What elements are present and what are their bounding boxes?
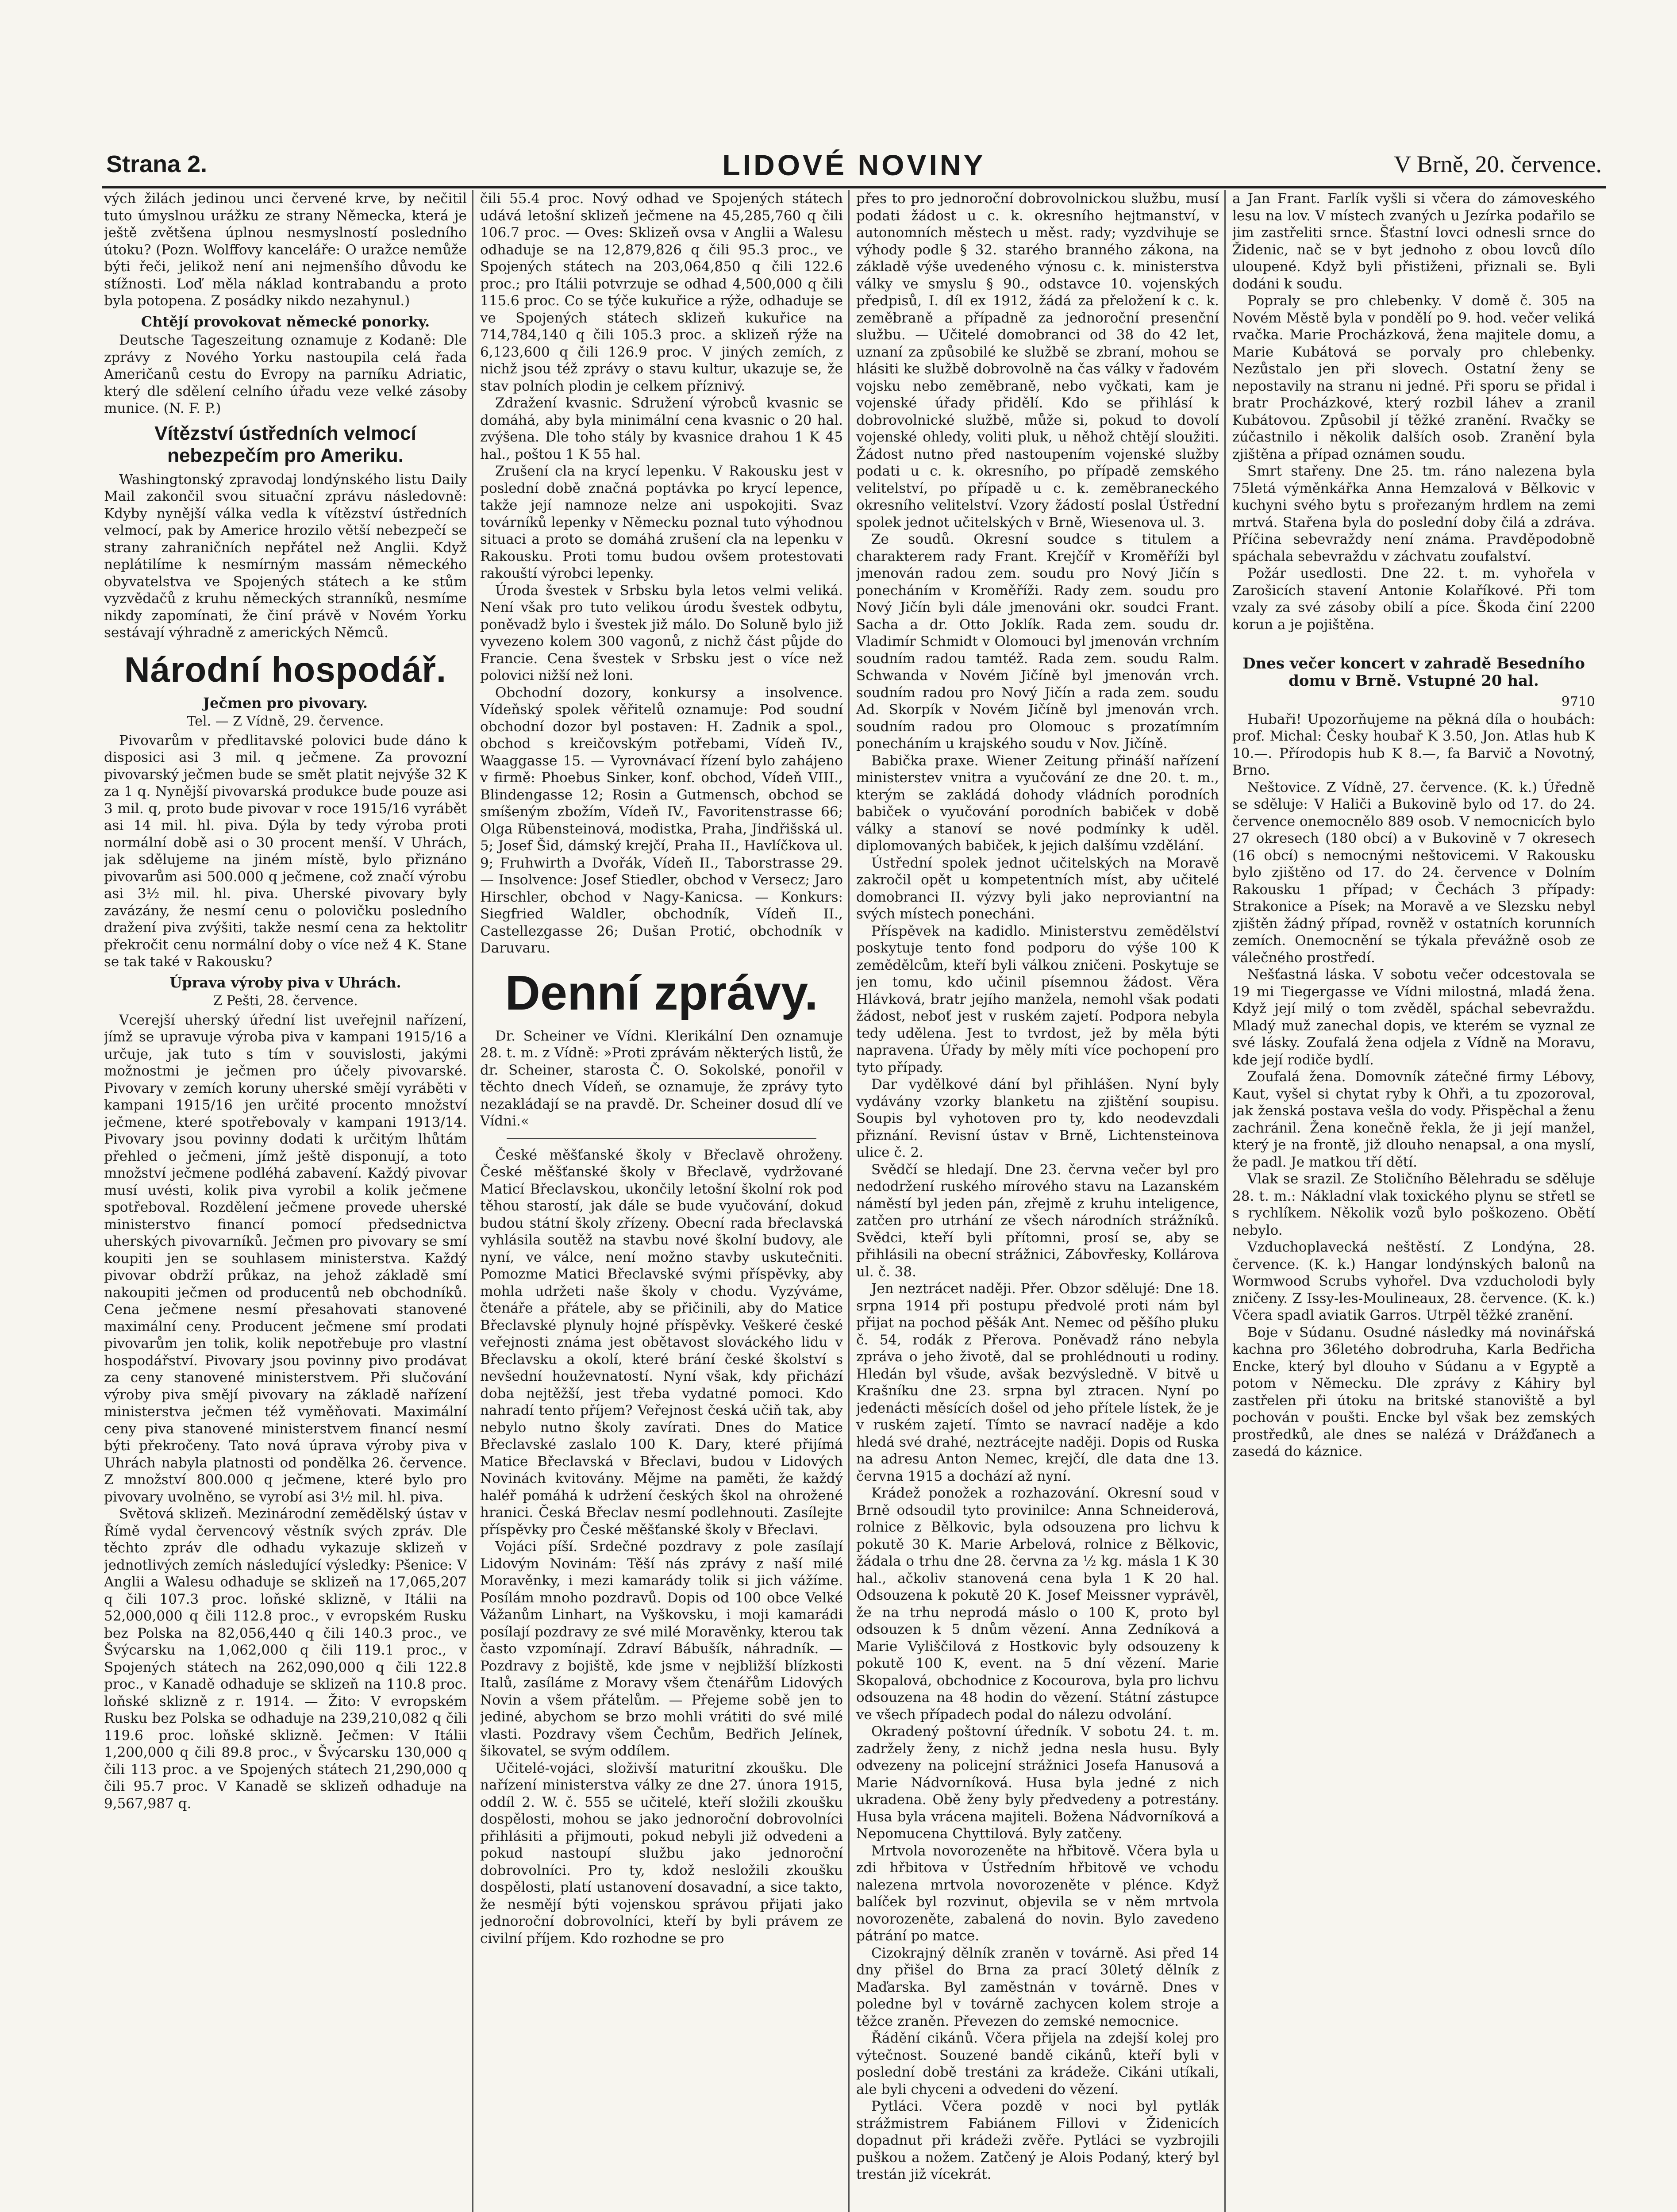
article-text: Ústřední spolek jednot učitelských na Moravě zakročil opět u kompetentních míst, aby učitelé domobranci II. výzvy byli jako neproviantní na svých místech ponecháni. xyxy=(856,855,1219,922)
article-text: Úroda švestek v Srbsku byla letos velmi veliká. Není však pro tuto velikou úrodu švestek odbytu, poněvadž bylo i švestek již málo. Do Soluně bylo již vyvezeno kolem 300 vagonů, z nichž část půjde do Francie. Cena švestek v Srbsku jest o více než polovici nižší než loni. xyxy=(480,582,843,684)
article-heading: Ječmen pro pivovary. xyxy=(203,694,368,711)
article-text: čili 55.4 proc. Nový odhad ve Spojených státech udává letošní sklizeň ječmene na 45,285,760 q čili 106.7 proc. — Oves: Sklizeň ovsa v Anglii a Walesu odhaduje se na 12,879,826 q čili 95.3 proc., ve Spojených státech na 203,064,850 q čili 122.6 proc.; pro Itálii potvrzuje se odhad 4,500,000 q čili 115.6 proc. Co se týče kukuřice a rýže, odhaduje se ve Spojených státech sklizeň kukuřice na 714,784,140 q čili 105.3 proc. a sklizeň rýže na 6,123,600 q čili 126.9 proc. V jiných zemích, z nichž jsou též zprávy o stavu kultur, ukazuje se, že stav polních plodin je celkem příznivý. xyxy=(480,191,843,394)
article-text: Boje v Súdanu. Osudné následky má novinářská kachna pro 36letého dobrodruha, Karla Bedřicha Encke, který byl dlouho v Súdanu a v Egyptě a potom v Německu. Dle zprávy z Káhiry byl zastřelen při útoku na britské stanoviště a byl pochován v poušti. Encke byl však bez zemských prostředků, ale dnes se nalézá v Drážďanech a zasedá do káznice. xyxy=(1232,1324,1595,1459)
article-text: Příspěvek na kadidlo. Ministerstvu zemědělství poskytuje tento fond podporu do výše 100 K zemědělcům, kteří byli válkou zničeni. Poskytuje se jen tomu, kdo učinil písemnou žádost. Věra Hlávková, bratr jejího manžela, nemohl však podati žádost, neboť jest v ruském zajetí. Podpora nebyla tedy udělena. Jest to tvrdost, jež by měla býti napravena. Úřady by měly míti více pochopení pro tyto případy. xyxy=(856,923,1219,1075)
article-text: Řádění cikánů. Včera přijela na zdejší kolej pro výtečnost. Souzené bandě cikánů, kteří byli v poslední době trestáni za krádeže. Cikáni utíkali, ale byli chyceni a odvedeni do vězení. xyxy=(856,2030,1219,2097)
column-2 xyxy=(480,190,843,2212)
article-text: přes to pro jednoroční dobrovolnickou službu, musí podati žádost u c. k. okresního hejtmanství, v autonomních městech u měst. rady; vyzdvihuje se výhody podle § 32. starého branného zákona, na základě výše uvedeného výnosu c. k. ministerstva války ve smyslu § 90., odstavce 10. vojenských předpisů, I. díl ex 1912, žádá za přeložení k c. k. zeměbraně a případně za jednoroční presenční službu. — Učitelé domobranci od 38 do 42 let, uznaní za způsobilé ke službě se zbraní, mohou se hlásiti ke službě dobrovolně na čas války v řadovém vojsku nebo zeměbraně, nebo vyčkati, kam je vojenské úřady přidělí. Kdo se přihlásí k dobrovolnické službě, může si, pokud to dovolí vojenské ohledy, voliti pluk, u něhož chtějí sloužiti. Žádost nutno před nastoupením vojenské služby podati u c. k. okresního, po případě zemského velitelství, po případě u c. k. zeměbraneckého okresního velitelství. Vzory žádostí poslal Ústřední spolek jednot učitelských v Brně, Wiesenova ul. 3. xyxy=(856,191,1219,530)
notice-heading: Dnes večer koncert v zahradě Besedního domu v Brně. Vstupné 20 hal. xyxy=(1242,655,1585,690)
article-text: Hubaři! Upozorňujeme na pěkná díla o houbách: prof. Michal: Česky houbař K 3.50, Jon. Atlas hub K 10.—. Přírodopis hub K 8.—, fa Barvič a Novotný, Brno. xyxy=(1232,711,1595,778)
article-text: České měšťanské školy v Břeclavě ohroženy. České měšťanské školy v Břeclavě, vydržované Maticí Břeclavskou, ukončily letošní školní rok pod těhou starostí, jak dále se bude vyučování, dokud budou státní školy zřízeny. Obecní rada břeclavská vyhlásila soutěž na stavbu nové školní budovy, ale nyní, ve válce, není možno stavby uskutečniti. Pomozme Matici Břeclavské svými příspěvky, aby mohla udržeti naše školy v chodu. Vyzýváme, čtenáře a přátele, aby se přičinili, aby do Matice Břeclavské plynuly hojné příspěvky. Veškeré české veřejnosti známa jest obětavost slováckého lidu v Břeclavsku a okolí, které brání české školství s nevšední houževnatostí. Nyní však, kdy přichází doba nejtěžší, jest třeba vydatné pomoci. Kdo nahradí tento příjem? Veřejnost česká učiň tak, aby nebylo nutno školy zavírati. Dnes do Matice Břeclavské zaslalo 100 K. Dary, které přijímá Matice Břeclavská v Břeclavi, budou v Lidových Novinách kvitovány. Mějme na paměti, že každý haléř pomáhá k udržení českých škol na ohrožené hranici. Česká Břeclav nesmí podlehnouti. Zasílejte příspěvky pro České měšťanské školy v Břeclavi. xyxy=(480,1147,843,1538)
article-text: Zrušení cla na krycí lepenku. V Rakousku jest v poslední době značná poptávka po krycí lepence, takže její namnoze nelze ani uspokojiti. Svaz továrníků lepenky v Německu poznal tuto výhodnou situaci a proto se domáhá zrušení cla na lepenku v Rakousku. Proti tomu budou ovšem protestovati rakouští výrobci lepenky. xyxy=(480,463,843,581)
article-text: Vlak se srazil. Ze Stoličního Bělehradu se sděluje 28. t. m.: Nákladní vlak toxického plynu se střetl se s rychlíkem. Několik vozů bylo poškozeno. Obětí nebylo. xyxy=(1232,1171,1595,1238)
article-text: Smrt stařeny. Dne 25. tm. ráno nalezena byla 75letá výměnkářka Anna Hemzalová v Bělkovic v kuchyni svého bytu s prořezaným hrdlem na zemi mrtvá. Stařena byla do poslední doby čilá a zdráva. Příčina sebevraždy není známa. Pravděpodobně spáchala sebevraždu v záchvatu zoufalství. xyxy=(1232,463,1595,565)
article-text: Ze soudů. Okresní soudce s titulem a charakterem rady Frant. Krejčíř v Kroměříži byl jmenován radou zem. soudu pro Nový Jičín s ponecháním v Kroměříži. Rady zem. soudu pro Nový Jičín byli dále jmenováni okr. soudci Frant. Sacha a dr. Otto Joklík. Rada zem. soudu dr. Vladimír Schmidt v Olomouci byl jmenován vrchním soudním radou tamtéž. Rada zem. soudu Ralm. Schwanda v Novém Jičíně byl jmenován vrch. soudním radou pro Nový Jičín a rada zem. soudu Ad. Skorpík v Novém Jičíně byl jmenován vrch. soudním radou pro Olomouc s prozatímním ponecháním u krajského soudu v Nov. Jičíně. xyxy=(856,531,1219,752)
article-text: Vojáci píší. Srdečné pozdravy z pole zasílají Lidovým Novinám: Těší nás zprávy z naší milé Moravěnky, i mezi kamarády tolik si jich vážíme. Posílám mnoho pozdravů. Dopis od 100 obce Velké Vážanům Linhart, na Vyškovsku, i moji kamarádi posílají pozdravy ze své milé Moravěnky, kterou tak často vzpomínají. Zdraví Bábušík, náhradník. — Pozdravy z bojiště, kde jsme v nejbližší blízkosti Italů, zasíláme z Moravy všem čtenářům Lidových Novin a všem přátelům. — Přejeme sobě jen to jediné, abychom se brzo mohli vrátiti do své milé vlasti. Pozdravy všem Čechům, Bedřich Jelínek, šikovatel, se svým oddílem. xyxy=(480,1539,843,1759)
column-rule xyxy=(472,190,473,2212)
article-text: Pytláci. Včera pozdě v noci byl pytlák strážmistrem Fabiánem Fillovi v Židenicích dopadnut při krádeži zvěře. Pytláci se vyzbrojili puškou a nožem. Zatčený je Alois Podaný, který byl trestán již vícekrát. xyxy=(856,2098,1219,2182)
article-text: Cizokrajný dělník zraněn v továrně. Asi před 14 dny přišel do Brna za prací 30letý dělník z Maďarska. Byl zaměstnán v továrně. Dnes v poledne byl v továrně zachycen kolem stroje a těžce zraněn. Převezen do zemské nemocnice. xyxy=(856,1945,1219,2029)
column-rule xyxy=(1224,190,1226,2212)
article-text: Zoufalá žena. Domovník zátečné firmy Lébovy, Kaut, vyšel si chytat ryby k Ohři, a tu zpozoroval, jak ženská postava vešla do vody. Přispěchal a ženu zachránil. Žena konečně řekla, že ji její manžel, který je na frontě, již dlouho nenapsal, a ona myslí, že padl. Je matkou tří dětí. xyxy=(1232,1069,1595,1170)
article-text: Zdražení kvasnic. Sdružení výrobců kvasnic se domáhá, aby byla minimální cena kvasnic o 20 hal. zvýšena. Dle toho stály by kvasnice drahou 1 K 45 hal., poštou 1 K 55 hal. xyxy=(480,395,843,462)
dateline-small: Z Pešti, 28. července. xyxy=(213,993,358,1009)
masthead: LIDOVÉ NOVINY xyxy=(722,149,986,181)
article-text: vých žilách jedinou unci červené krve, by nečitil tuto úmyslnou urážku ze strany Německa, která je ještě zvětšena úplnou nesmyslností posledního útoku? (Pozn. Wolffovy kanceláře: O uražce nemůže býti řeči, jelikož není ani nejmenšího důvodu ke stížnosti. Loď měla náklad kontrabandu a proto byla potopena. Z posádky nikdo nezahynul.) xyxy=(104,191,467,309)
article-text: Požár usedlosti. Dne 22. t. m. vyhořela v Zarošicích stavení Antonie Kolaříkové. Při tom vzaly za své zásoby obilí a píce. Škoda činí 2200 korun a je pojištěna. xyxy=(1232,565,1595,633)
article-text: Washingtonský zpravodaj londýnského listu Daily Mail zakončil svou situační zprávu následovně: Kdyby nynější válka vedla k vítězství ústředních velmocí, pak by Americe hrozilo větší nebezpečí se strany zahraničních nepřátel než Anglii. Když neplátilíme k nesmírným massám německého obyvatelstva ve Spojených státech a ke stům vyzvědačů z kruhu německých stranníků, nesmíme nikdy zapomínati, že činí právě v Novém Yorku sestávají výhradně z amerických Němců. xyxy=(104,471,467,641)
article-heading: Chtějí provokovat německé ponorky. xyxy=(141,313,430,330)
article-text: Učitelé-vojáci, složivší maturitní zkoušku. Dle nařízení ministerstva války ze dne 27. února 1915, oddíl 2. W. č. 555 se učitelé, kteří složili zkoušku dospělosti, mohou se jako jednoroční dobrovolníci přihlásiti a přijmouti, pokud nebyli již odvedeni a pokud nastoupí službu jako jednoroční dobrovolníci. Pro ty, kdož nesložili zkoušku dospělosti, platí ustanovení dosavadní, a sice takto, že nesmějí býti vojenskou správou přijati jako jednoroční dobrovolníci, kteří by byli právem ze civilní příjem. Kdo rozhodne se pro xyxy=(480,1760,843,1947)
article-text: Dar vydělkové dání byl přihlášen. Nyní byly vydávány vzorky blanketu na zjištění soupisu. Soupis byl vyhotoven pro ty, kdo neodevzdali přiznání. Revisní ústav v Brně, Lichtensteinova ulice č. 2. xyxy=(856,1076,1219,1160)
column-rule xyxy=(848,190,850,2212)
article-text: Okradený poštovní úředník. V sobotu 24. t. m. zadržely ženy, z nichž jedna nesla husu. Byly odvezeny na policejní strážnici Josefa Hanusová a Marie Nádvorníková. Husa byla jedné z nich ukradena. Obě ženy byly předvedeny a potrestány. Husa byla vrácena majiteli. Božena Nádvorníková a Nepomucena Chyttilová. Byly zatčeny. xyxy=(856,1724,1219,1842)
article-heading: Vítězství ústředních velmocí nebezpečím pro Ameriku. xyxy=(154,422,416,466)
dateline: V Brně, 20. července. xyxy=(1394,151,1602,177)
column-1 xyxy=(104,190,467,2212)
article-text: Nešťastná láska. V sobotu večer odcestovala se 19 mi Tiegergasse ve Vídni milostná, mladá žena. Když její milý o tom zvěděl, spáchal sebevraždu. Mladý muž zanechal dopis, ve kterém se vyznal ze své lásky. Zoufalá žena odjela z Vídně na Moravu, kde její rodiče bydlí. xyxy=(1232,967,1595,1068)
article-text: Krádež ponožek a rozhazování. Okresní soud v Brně odsoudil tyto provinilce: Anna Schneiderová, rolnice z Bělkovic, byla odsouzena pro lichvu k pokutě 30 K. Marie Arbelová, rolnice z Bělkovic, žádala o trhu dne 28. června za ½ kg. másla 1 K 30 hal., ačkoliv stanovená cena byla 1 K 20 hal. Odsouzena k pokutě 20 K. Josef Meissner vyprávěl, že na trhu neprodá máslo o 100 K, proto byl odsouzen k 5 dnům vězení. Anna Zedníková a Marie Vyliščilová z Hostkovic byly odsouzeny k pokutě 100 K, event. na 5 dní vězení. Marie Skopalová, obchodnice z Kocourova, byla pro lichvu odsouzena na 48 hodin do vězení. Státní zástupce ve všech případech podal do nálezu odvolání. xyxy=(856,1485,1219,1723)
article-text: Vcerejší uherský úřední list uveřejnil nařízení, jímž se upravuje výroba piva v kampani 1915/16 a určuje, jak tuto s tím v souvislosti, jakými možnostmi je ječmen pro účely pivovarské. Pivovary v zemích koruny uherské smějí vyráběti v kampani 1915/16 jen určité procento množství ječmene, které spotřebovaly v kampani 1913/14. Pivovary jsou povinny dodati k určitým lhůtám přehled o ječmeni, jímž ještě disponují, a toto množství ječmene podléhá zabavení. Každý pivovar musí uvésti, kolik piva vyrobil a kolik ječmene spotřeboval. Rozdělení ječmene provede uherské ministerstvo financí pomocí předsednictva uherských pivovarníků. Ječmen pro pivovary se smí koupiti jen se souhlasem ministerstva. Každý pivovar obdrží průkaz, na jehož základě smí nakoupiti ječmen od producentů neb obchodníků. Cena ječmene nesmí přesahovati stanovené maximální ceny. Producent ječmene smí prodati pivovarům jen tolik, kolik nepotřebuje pro vlastní hospodářství. Pivovary jsou povinny pivo prodávat za ceny stanovené ministerstvem. Při slučování výroby piva smějí pivovary na základě nařízení ministerstva ječmen též vyměňovati. Maximální ceny piva stanovené ministerstvem financí nesmí býti překročeny. Tato nová úprava výroby piva v Uhrách nabyla platnosti od pondělka 26. července. Z množství 800.000 q ječmene, které bylo pro pivovary uvolněno, se vyrobí asi 3½ mil. hl. piva. xyxy=(104,1012,467,1505)
page-number: Strana 2. xyxy=(106,151,208,177)
article-text: Jen neztrácet naději. Přer. Obzor sdělujé: Dne 18. srpna 1914 při postupu předvolé proti nám byl přijat na pochod pěšák Ant. Nemec od pěšího pluku č. 54, rodák z Přerova. Poněvadž ráno nebyla zpráva o jeho životě, dal se prohlédnouti u rodiny. Hledán byl všude, avšak bezvýsledně. V bitvě u Krašníku dne 23. srpna byl ztracen. Nyní po jedenácti měsících došel od jeho přítele lístek, že je v ruském zajetí. Tímto se navrací naděje a kdo hledá své drahé, neztrácejte naději. Dopis od Ruska na adresu Anton Nemec, krejčí, dle data dne 13. června 1915 a dochází až nyní. xyxy=(856,1281,1219,1484)
dateline-small: Tel. — Z Vídně, 29. července. xyxy=(187,714,384,729)
article-heading: Úprava výroby piva v Uhrách. xyxy=(169,974,401,991)
article-text: Svědčí se hledají. Dne 23. června večer byl pro nedodržení ruského mírového stavu na Lazanském náměstí byl jeden pán, zřejmě z kruhu inteligence, zatčen pro utrhání ze všech národních strážníků. Svědci, kteří byli přítomni, prosí se, aby se přihlásili na obecní strážnici, Zábovřesky, Kollárova ul. č. 38. xyxy=(856,1161,1219,1280)
article-text: Pivovarům v předlitavské polovici bude dáno k disposici asi 3 mil. q ječmene. Za provozní pivovarský ječmen bude se smět platit nejvýše 32 K za 1 q. Nynější pivovarská produkce bude pouze asi 3 mil. q, proto bude pivovar v roce 1915/16 vyrábět asi 14 mil. hl. piva. Dýla by tedy výroba proti normální době asi o 30 procent menší. V Uhrách, jak sdělujeme na jiném místě, bylo přiznáno pivovarům asi 500.000 q ječmene, což značí výrobu asi 3½ mil. hl. piva. Uherské pivovary byly zavázány, že nesmí cenu o polovičku posledního dražení piva zvýšiti, takže nesmí cena za hektolitr překročit cenu normální doby o více než 4 K. Stane se tak také v Rakousku? xyxy=(104,732,467,970)
article-text: Neštovice. Z Vídně, 27. července. (K. k.) Úředně se sděluje: V Haliči a Bukovině bylo od 17. do 24. července onemocnělo 889 osob. V nemocnicích bylo 27 okresech (180 obcí) a v Bukovině v 7 okresech (16 obcí) s nemocnými neštovicemi. V Rakousku bylo zjištěno od 17. do 24. července v Dolním Rakousku 1 případ; v Čechách 3 případy: Strakonice a Písek; na Moravě a ve Slezsku nebyl zjištěn žádný případ, rovněž v ostatních korunních zemích. Onemocnění se týkala převážně osob ze válečného prostředí. xyxy=(1232,779,1595,966)
article-text: a Jan Frant. Farlík vyšli si včera do zámoveského lesu na lov. V místech zvaných u Jezírka podařilo se jim zastřeliti srnce. Šťastní lovci odnesli srnce do Židenic, nač se v byt jednoho z obou lovců dílo uloupené. Když byli přistiženi, přiznali se. Byli dodáni k soudu. xyxy=(1232,191,1595,292)
article-text: Babička praxe. Wiener Zeitung přináší nařízení ministerstev vnitra a vyučování ze dne 20. t. m., kterým se zakládá dohody vládních porodních babiček o vyučování porodních babiček v době války a stanoví se nové podmínky k uděl. diplomovaných babiček, k jejich dalšímu vzdělání. xyxy=(856,753,1219,854)
column-3 xyxy=(856,190,1219,2212)
article-text: Obchodní dozory, konkursy a insolvence. Vídeňský spolek věřitelů oznamuje: Pod soudní obchodní dozor byl postaven: H. Zadnik a spol., obchod s kreičovským potřebami, Vídeň IV., Waaggasse 15. — Vyrovnávací řízení bylo zahájeno v firmě: Phoebus Sinker, konf. obchod, Vídeň VIII., Blindengasse 12; Rosin a Gutmensch, obchod se smíšeným zbožím, Vídeň IV., Favoritenstrasse 66; Olga Rübensteinová, modistka, Praha, Jindřišská ul. 5; Josef Šid, dámský krejčí, Praha II., Havlíčkova ul. 9; Fruhwirth a Dvořák, Vídeň II., Taborstrasse 29. — Insolvence: Josef Stiedler, obchod v Versecz; Jaro Hirschler, obchod v Nagy-Kanicsa. — Konkurs: Siegfried Waldler, obchodník, Vídeň II., Castellezgasse 26; Dušan Protić, obchodník v Daruvaru. xyxy=(480,684,843,956)
section-heading: Národní hospodář. xyxy=(124,649,447,689)
section-heading: Denní zprávy. xyxy=(505,965,818,1020)
article-text: Vzduchoplavecká neštěstí. Z Londýna, 28. července. (K. k.) Hangar londýnských balonů na Wormwood Scrubs vyhořel. Dva vzducholodi byly zničeny. Z Issy-les-Moulineaux, 28. července. (K. k.) Včera spadl aviatik Garros. Utrpěl těžké zranění. xyxy=(1232,1239,1595,1323)
notice-ref: 9710 xyxy=(1561,694,1595,710)
article-text: Mrtvola novorozeněte na hřbitově. Včera byla u zdi hřbitova v Ústředním hřbitově ve vchodu nalezena mrtvola novorozeněte v plénce. Když balíček byl rozvinut, objevila se v něm mrtvola novorozeněte, zabalená do novin. Bylo zavedeno pátrání po matce. xyxy=(856,1843,1219,1944)
page-header xyxy=(102,146,1606,188)
article-text: Popraly se pro chlebenky. V domě č. 305 na Novém Městě byla v pondělí po 9. hod. večer veliká rvačka. Marie Procházková, žena majitele domu, a Marie Kubátová se porvaly pro chlebenky. Nezůstalo jen při slovech. Ostatní ženy se nepostavily na stranu ni jedné. Při sporu se přidal i bratr Procházkové, který rozbil láhev a zranil Kubátovou. Způsobil jí těžké zranění. Rvačky se zúčastnilo i několik dalších osob. Zranění byla zjištěna a případ oznámen soudu. xyxy=(1232,293,1595,462)
article-text: Světová sklizeň. Mezinárodní zemědělský ústav v Římě vydal červencový věstník svých zpráv. Dle těchto zpráv dle odhadu vykazuje sklizeň v jednotlivých zemích následující výsledky: Pšenice: V Anglii a Walesu odhaduje se sklizeň na 17,065,207 q čili 107.3 proc. loňské sklizně, v Itálii na 52,000,000 q čili 112.8 proc., v evropském Rusku bez Polska na 82,056,440 q čili 140.3 proc., ve Švýcarsku na 1,062,000 q čili 119.1 proc., v Spojených státech na 262,090,000 q čili 122.8 proc., v Kanadě odhaduje se sklizeň na 110.8 proc. loňské sklizně z r. 1914. — Žito: V evropském Rusku bez Polska se odhaduje na 239,210,082 q čili 119.6 proc. loňské sklizně. Ječmen: V Itálii 1,200,000 q čili 89.8 proc., v Švýcarsku 130,000 q čili 113 proc. a ve Spojených státech 21,290,000 q čili 95.7 proc. V Kanadě se sklizeň odhaduje na 9,567,987 q. xyxy=(104,1506,467,1812)
column-4 xyxy=(1232,190,1595,2212)
article-text: Deutsche Tageszeitung oznamuje z Kodaně: Dle zprávy z Nového Yorku nastoupila celá řada Američanů cestu do Evropy na parníku Adriatic, který dle sdělení celního úřadu veze velké zásoby munice. (N. F. P.) xyxy=(104,332,467,416)
article-text: Dr. Scheiner ve Vídni. Klerikální Den oznamuje 28. t. m. z Vídně: »Proti zprávám některých listů, že dr. Scheiner, starosta Č. O. Sokolské, ponořil v těchto dnech Vídeň, se oznamuje, že zprávy tyto nezakládají se na pravdě. Dr. Scheiner dosud dlí ve Vídni.« xyxy=(480,1028,843,1129)
divider xyxy=(507,1138,816,1139)
